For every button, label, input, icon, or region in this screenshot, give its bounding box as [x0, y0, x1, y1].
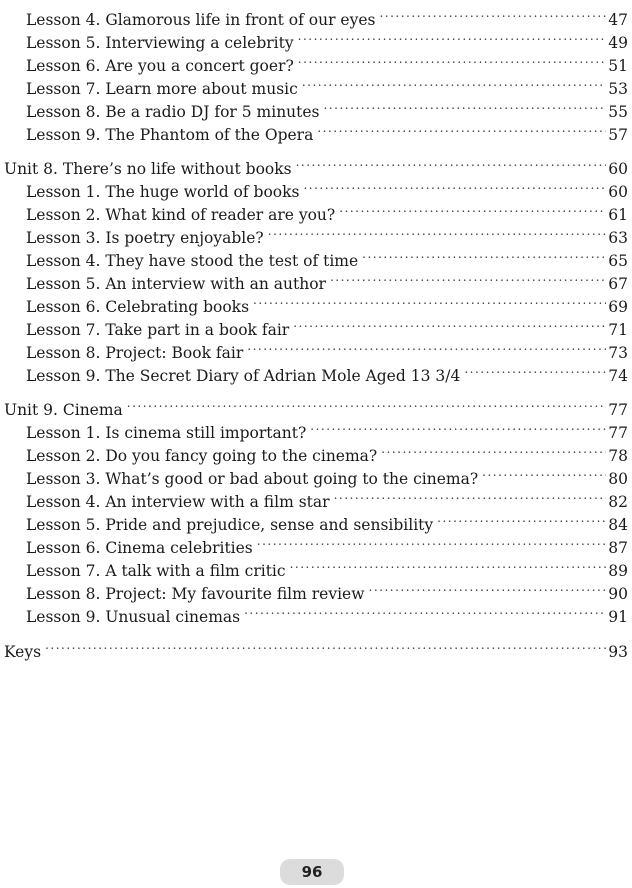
dot-leader: [317, 117, 606, 140]
entry-title: Lesson 7. Take part in a book fair: [26, 321, 290, 339]
dot-leader: [302, 71, 606, 94]
entry-title: Lesson 3. What’s good or bad about going to the cinema?: [26, 470, 479, 488]
unit-page: 77: [608, 401, 628, 419]
entry-title: Lesson 6. Celebrating books: [26, 298, 250, 316]
dot-leader: [45, 634, 606, 657]
dot-leader: [330, 266, 606, 289]
entry-title: Lesson 5. An interview with an author: [26, 275, 326, 293]
dot-leader: [127, 392, 606, 415]
entry-page: 87: [608, 539, 628, 557]
dot-leader: [303, 174, 606, 197]
keys-page: 93: [608, 643, 628, 661]
dot-leader: [298, 48, 607, 71]
entry-page: 73: [608, 344, 628, 362]
unit8-section: [0, 151, 628, 385]
entry-title: Lesson 2. What kind of reader are you?: [26, 206, 336, 224]
dot-leader: [310, 415, 606, 438]
dot-leader: [362, 243, 606, 266]
entry-page: 77: [608, 424, 628, 442]
entry-title: Lesson 2. Do you fancy going to the cinema?: [26, 447, 378, 465]
unit9-section: [0, 392, 628, 626]
dot-leader: [381, 438, 606, 461]
entry-title: Lesson 9. Unusual cinemas: [26, 608, 241, 626]
entry-title: Lesson 7. A talk with a film critic: [26, 562, 286, 580]
entry-page: 61: [608, 206, 628, 224]
entry-page: 53: [608, 80, 628, 98]
dot-leader: [334, 484, 607, 507]
entry-page: 49: [608, 34, 628, 52]
entry-title: Lesson 7. Learn more about music: [26, 80, 298, 98]
unit-page: 60: [608, 160, 628, 178]
entry-page: 91: [608, 608, 628, 626]
entry-page: 80: [608, 470, 628, 488]
entry-page: 65: [608, 252, 628, 270]
entry-title: Lesson 5. Interviewing a celebrity: [26, 34, 294, 52]
unit-title: Unit 8. There’s no life without books: [4, 160, 292, 178]
entry-page: 90: [608, 585, 628, 603]
keys-title: Keys: [4, 643, 42, 661]
dot-leader: [482, 461, 606, 484]
dot-leader: [244, 599, 606, 622]
dot-leader: [247, 335, 606, 358]
entry-page: 63: [608, 229, 628, 247]
dot-leader: [296, 151, 607, 174]
entry-title: Lesson 8. Be a radio DJ for 5 minutes: [26, 103, 320, 121]
dot-leader: [464, 358, 606, 381]
entry-page: 69: [608, 298, 628, 316]
entry-page: 57: [608, 126, 628, 144]
entry-page: 51: [608, 57, 628, 75]
dot-leader: [293, 312, 606, 335]
entry-page: 84: [608, 516, 628, 534]
entry-title: Lesson 3. Is poetry enjoyable?: [26, 229, 264, 247]
entry-page: 78: [608, 447, 628, 465]
entry-title: Lesson 1. Is cinema still important?: [26, 424, 307, 442]
toc-entry-lesson[interactable]: [0, 2, 628, 29]
page-number-badge: 96: [280, 859, 344, 885]
toc-entry-unit[interactable]: [0, 392, 628, 419]
dot-leader: [268, 220, 607, 243]
entry-page: 71: [608, 321, 628, 339]
dot-leader: [339, 197, 606, 220]
entry-title: Lesson 8. Project: Book fair: [26, 344, 244, 362]
entry-title: Lesson 5. Pride and prejudice, sense and sensibility: [26, 516, 434, 534]
entry-page: 67: [608, 275, 628, 293]
toc-entry-keys[interactable]: [0, 634, 628, 661]
entry-title: Lesson 4. They have stood the test of time: [26, 252, 359, 270]
entry-page: 74: [608, 367, 628, 385]
table-of-contents: [0, 2, 628, 661]
dot-leader: [379, 2, 606, 25]
entry-title: Lesson 6. Cinema celebrities: [26, 539, 253, 557]
entry-title: Lesson 4. An interview with a film star: [26, 493, 330, 511]
entry-page: 82: [608, 493, 628, 511]
unit-title: Unit 9. Cinema: [4, 401, 123, 419]
unit7-lesson-list: [0, 2, 628, 144]
dot-leader: [369, 576, 607, 599]
entry-page: 47: [608, 11, 628, 29]
dot-leader: [253, 289, 606, 312]
dot-leader: [290, 553, 607, 576]
dot-leader: [324, 94, 607, 117]
entry-title: Lesson 4. Glamorous life in front of our eyes: [26, 11, 376, 29]
entry-page: 89: [608, 562, 628, 580]
entry-title: Lesson 1. The huge world of books: [26, 183, 300, 201]
entry-page: 55: [608, 103, 628, 121]
entry-title: Lesson 9. The Secret Diary of Adrian Mole Aged 13 3/4: [26, 367, 461, 385]
dot-leader: [298, 25, 607, 48]
toc-entry-unit[interactable]: [0, 151, 628, 178]
entry-page: 60: [608, 183, 628, 201]
entry-title: Lesson 8. Project: My favourite film review: [26, 585, 365, 603]
dot-leader: [257, 530, 607, 553]
dot-leader: [437, 507, 606, 530]
entry-title: Lesson 9. The Phantom of the Opera: [26, 126, 314, 144]
entry-title: Lesson 6. Are you a concert goer?: [26, 57, 294, 75]
